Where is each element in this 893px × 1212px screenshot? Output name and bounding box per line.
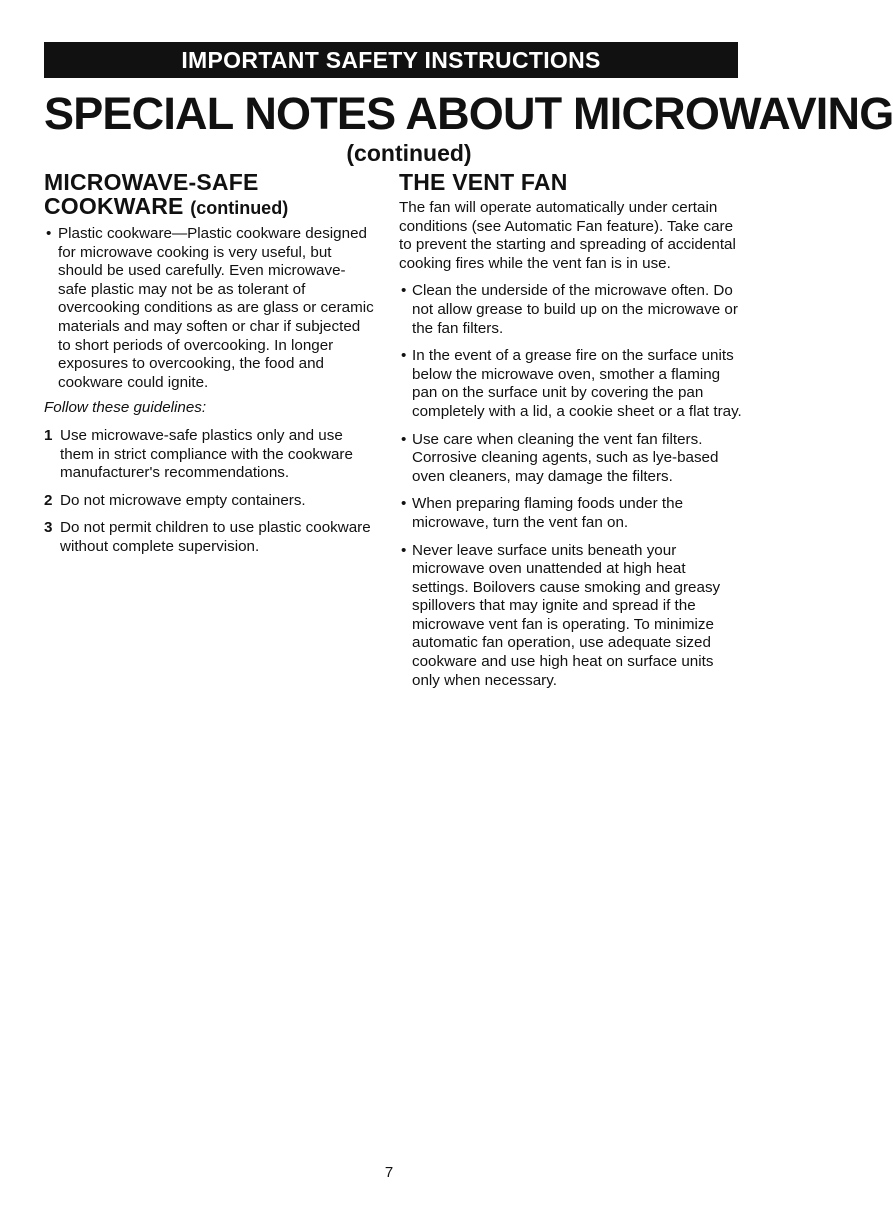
guidelines-label: Follow these guidelines: bbox=[44, 399, 207, 417]
item-number: 3 bbox=[44, 519, 53, 537]
cookware-heading-line1: MICROWAVE-SAFE bbox=[44, 169, 259, 195]
bullet-icon: • bbox=[46, 225, 52, 242]
list-item bbox=[44, 225, 374, 392]
list-item bbox=[399, 282, 744, 338]
vent-fan-intro: The fan will operate automatically under certain conditions (see Automatic Fan feature). Take care to prevent the starting and spreading of accidental cooking fires while the vent fan is in use. bbox=[399, 199, 736, 272]
left-column bbox=[44, 170, 374, 557]
bullet-icon: • bbox=[401, 282, 407, 300]
list-item bbox=[44, 519, 374, 556]
bullet-text: Never leave surface units beneath your microwave oven unattended at high heat settings. Boilovers cause smoking and greasy spillovers that may ignite and spread if the microwave vent fan is operating. To minimize automatic fan operation, use adequate sized cookware and use high heat on surface units only when necessary. bbox=[412, 541, 721, 689]
list-item bbox=[44, 492, 374, 511]
bullet-icon: • bbox=[401, 495, 407, 513]
list-item bbox=[44, 427, 374, 483]
page-title: SPECIAL NOTES ABOUT MICROWAVING bbox=[44, 88, 893, 139]
cookware-heading-suffix: (continued) bbox=[190, 198, 289, 218]
bullet-icon: • bbox=[401, 347, 407, 365]
item-number: 2 bbox=[44, 491, 53, 509]
page-subtitle: (continued) bbox=[346, 140, 472, 166]
bullet-text: When preparing flaming foods under the microwave, turn the vent fan on. bbox=[412, 495, 684, 531]
list-item bbox=[399, 495, 744, 532]
item-text: Do not permit children to use plastic cookware without complete supervision. bbox=[60, 519, 371, 555]
bullet-text: In the event of a grease fire on the surface units below the microwave oven, smother a flaming pan on the surface unit by covering the pan completely with a lid, a cookie sheet or a flat tray. bbox=[412, 347, 742, 420]
item-number: 1 bbox=[44, 426, 53, 444]
vent-fan-bullet-list bbox=[399, 282, 744, 690]
list-item bbox=[399, 347, 744, 421]
item-text: Use microwave-safe plastics only and use them in strict compliance with the cookware manufacturer's recommendations. bbox=[60, 426, 353, 482]
cookware-heading-line2: COOKWARE bbox=[44, 193, 184, 219]
bullet-text: Plastic cookware—Plastic cookware designed for microwave cooking is very useful, but should be used carefully. Even microwave-safe plastic may not be as tolerant of overcooking conditions as are glass or ceramic materials and may soften or char if subjected to short periods of overcooking. In longer exposures to overcooking, the food and cookware could ignite. bbox=[58, 225, 374, 391]
safety-banner: IMPORTANT SAFETY INSTRUCTIONS bbox=[44, 42, 738, 78]
right-column bbox=[399, 170, 744, 690]
cookware-heading bbox=[44, 170, 374, 220]
item-text: Do not microwave empty containers. bbox=[60, 491, 306, 509]
bullet-text: Use care when cleaning the vent fan filters. Corrosive cleaning agents, such as lye-based oven cleaners, may damage the filters. bbox=[412, 430, 719, 485]
bullet-icon: • bbox=[401, 541, 407, 559]
bullet-icon: • bbox=[401, 430, 407, 448]
vent-fan-heading: THE VENT FAN bbox=[399, 169, 568, 195]
list-item bbox=[399, 431, 744, 487]
cookware-bullet-list bbox=[44, 225, 374, 392]
page-number: 7 bbox=[384, 1164, 394, 1181]
bullet-text: Clean the underside of the microwave often. Do not allow grease to build up on the microwave or the fan filters. bbox=[412, 282, 738, 337]
list-item bbox=[399, 542, 744, 691]
guidelines-list bbox=[44, 427, 374, 557]
